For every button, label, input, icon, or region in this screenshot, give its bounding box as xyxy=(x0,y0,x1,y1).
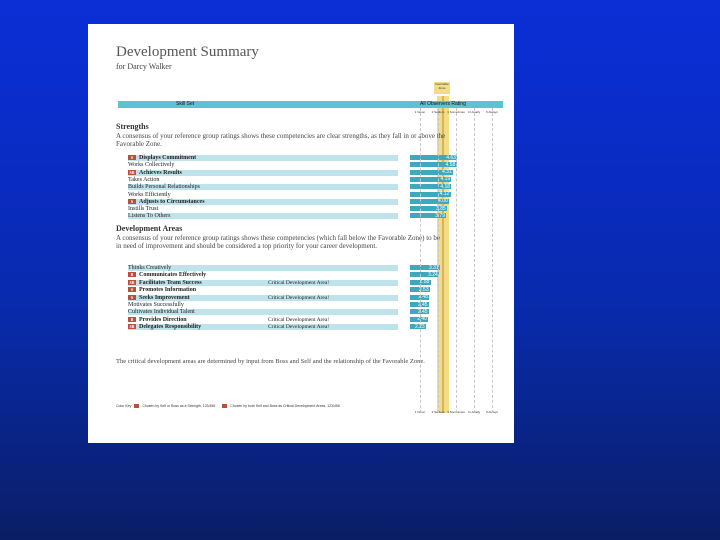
competency-row xyxy=(128,177,408,183)
competency-label xyxy=(128,192,171,198)
competency-name: Builds Personal Relationships xyxy=(128,184,200,191)
competency-badge: S xyxy=(128,287,136,292)
competency-row xyxy=(128,213,408,219)
rating-value: 2.45 xyxy=(417,308,428,315)
competency-row xyxy=(128,324,408,330)
competency-label xyxy=(128,170,182,176)
competency-badge: S xyxy=(128,155,136,160)
critical-note: Critical Development Area! xyxy=(268,324,330,331)
report-page xyxy=(88,24,514,443)
color-key-swatch-1 xyxy=(134,404,139,408)
competency-badge: B xyxy=(128,272,136,277)
competency-label xyxy=(128,213,170,219)
competency-name: Communicates Effectively xyxy=(139,272,207,279)
competency-name: Thinks Creatively xyxy=(128,265,172,271)
rating-value: 4.12 xyxy=(439,191,450,197)
competency-name: Provides Direction xyxy=(139,316,187,323)
rating-value: 3.79 xyxy=(435,212,445,219)
competency-row xyxy=(128,280,408,286)
rating-value: 4.58 xyxy=(445,161,456,168)
competency-row xyxy=(128,317,408,323)
competency-label xyxy=(128,317,187,323)
scale-label: 2 Seldom xyxy=(431,110,445,114)
competency-name: Takes Action xyxy=(128,176,160,183)
page-title: Development Summary xyxy=(116,44,259,60)
competency-name: Achieves Results xyxy=(139,169,182,176)
page-subtitle: for Darcy Walker xyxy=(116,62,172,71)
competency-name: Motivates Successfully xyxy=(128,302,184,308)
scale-label: 4 Usually xyxy=(467,410,481,414)
competency-row xyxy=(128,272,408,278)
scale-gridline xyxy=(456,108,458,413)
rating-value: 3.31 xyxy=(429,264,439,271)
competency-row xyxy=(128,295,408,301)
header-rating: All Observers Rating xyxy=(420,101,466,107)
competency-label xyxy=(128,280,202,286)
rating-value: 2.58 xyxy=(419,279,430,286)
competency-label xyxy=(128,177,159,183)
rating-value: 4.18 xyxy=(440,183,451,190)
rating-value: 4.31 xyxy=(442,169,452,176)
competency-row xyxy=(128,162,408,168)
competency-badge: S xyxy=(128,199,136,204)
competency-row xyxy=(128,170,408,176)
scale-label: 1 Never xyxy=(414,410,426,414)
competency-badge: B xyxy=(128,317,136,322)
rating-value: 2.45 xyxy=(417,301,428,308)
scale-label: 5 Always xyxy=(486,410,498,414)
color-key-prefix: Color Key xyxy=(116,404,132,408)
scale-label: 3 Sometimes xyxy=(447,110,465,114)
competency-row xyxy=(128,199,408,205)
footnote: The critical development areas are determined by input from Boss and Self and the relationship of the Favorable Zone. xyxy=(116,358,425,365)
critical-note: Critical Development Area! xyxy=(268,316,330,323)
color-key-item-1: Chosen by Self or Boss as a Strength, 123/456 xyxy=(142,404,216,408)
competency-name: Adjusts to Circumstances xyxy=(139,198,205,205)
scale-gridline xyxy=(492,108,494,413)
competency-name: Instills Trust xyxy=(128,206,159,213)
competency-name: Works Efficiently xyxy=(128,191,171,198)
rating-value: 4.19 xyxy=(440,176,451,183)
rating-value: 2.53 xyxy=(418,286,429,293)
competency-label xyxy=(128,287,196,293)
rating-value: 3.85 xyxy=(436,205,446,212)
critical-note: Critical Development Area! xyxy=(268,279,330,286)
competency-row xyxy=(128,192,408,198)
rating-value: 2.40 xyxy=(417,316,427,323)
color-key-swatch-2 xyxy=(222,404,227,408)
strengths-heading: Strengths xyxy=(116,122,149,131)
competency-name: Facilitates Team Success xyxy=(139,279,202,286)
development-heading: Development Areas xyxy=(116,224,183,233)
competency-label xyxy=(128,206,158,212)
color-key-item-2: Chosen by both Self and Boss as Critical Development Areas, 123/456 xyxy=(230,404,340,408)
color-key xyxy=(116,404,340,408)
rating-value: 2.23 xyxy=(414,323,425,330)
competency-badge: S xyxy=(128,295,136,300)
scale-gridline xyxy=(438,108,440,413)
competency-name: Promotes Information xyxy=(139,287,197,294)
scale-label: 3 Sometimes xyxy=(447,410,465,414)
competency-label xyxy=(128,272,206,278)
competency-name: Seeks Improvement xyxy=(139,294,190,301)
rating-value: 4.63 xyxy=(446,154,456,161)
scale-label: 2 Seldom xyxy=(431,410,445,414)
competency-badge: SB xyxy=(129,324,135,330)
favorable-zone-label: Favorable Zone xyxy=(434,82,450,94)
competency-label xyxy=(128,155,196,161)
competency-row xyxy=(128,206,408,212)
competency-label xyxy=(128,309,195,315)
competency-label xyxy=(128,324,201,330)
header-skill-set: Skill Set xyxy=(176,101,195,107)
competency-label xyxy=(128,162,174,168)
competency-label xyxy=(128,184,200,190)
critical-note: Critical Development Area! xyxy=(268,294,330,301)
development-description: A consensus of your reference group ratings shows these competencies (which fall below the Favorable Zone) to be in need of improvement and should be considered a top priority for your career development. xyxy=(116,234,441,250)
rating-value: 3.24 xyxy=(428,271,438,278)
competency-badge: SB xyxy=(129,279,135,285)
scale-label: 5 Always xyxy=(486,110,498,114)
competency-row xyxy=(128,287,408,293)
competency-label xyxy=(128,302,184,308)
rating-value: 4.00 xyxy=(438,198,448,205)
table-header xyxy=(118,101,503,108)
strengths-description: A consensus of your reference group ratings shows these competencies are clear strengths, as they fall in or above the Favorable Zone. xyxy=(116,132,446,148)
competency-name: Listens To Others xyxy=(128,213,171,220)
competency-row xyxy=(128,309,408,315)
rating-value: 2.48 xyxy=(418,294,428,301)
competency-badge: SB xyxy=(129,169,135,175)
competency-label xyxy=(128,265,171,271)
competency-name: Delegates Responsibility xyxy=(139,324,202,331)
scale-gridline xyxy=(420,108,422,413)
competency-name: Works Collectively xyxy=(128,162,175,169)
competency-name: Cultivates Individual Talent xyxy=(128,309,195,316)
competency-row xyxy=(128,184,408,190)
scale-label: 4 Usually xyxy=(467,110,481,114)
scale-gridline xyxy=(474,108,476,413)
competency-row xyxy=(128,265,408,271)
competency-name: Displays Commitment xyxy=(139,155,197,161)
competency-label xyxy=(128,199,205,205)
competency-label xyxy=(128,295,190,301)
competency-row xyxy=(128,155,408,161)
competency-row xyxy=(128,302,408,308)
scale-label: 1 Never xyxy=(414,110,426,114)
